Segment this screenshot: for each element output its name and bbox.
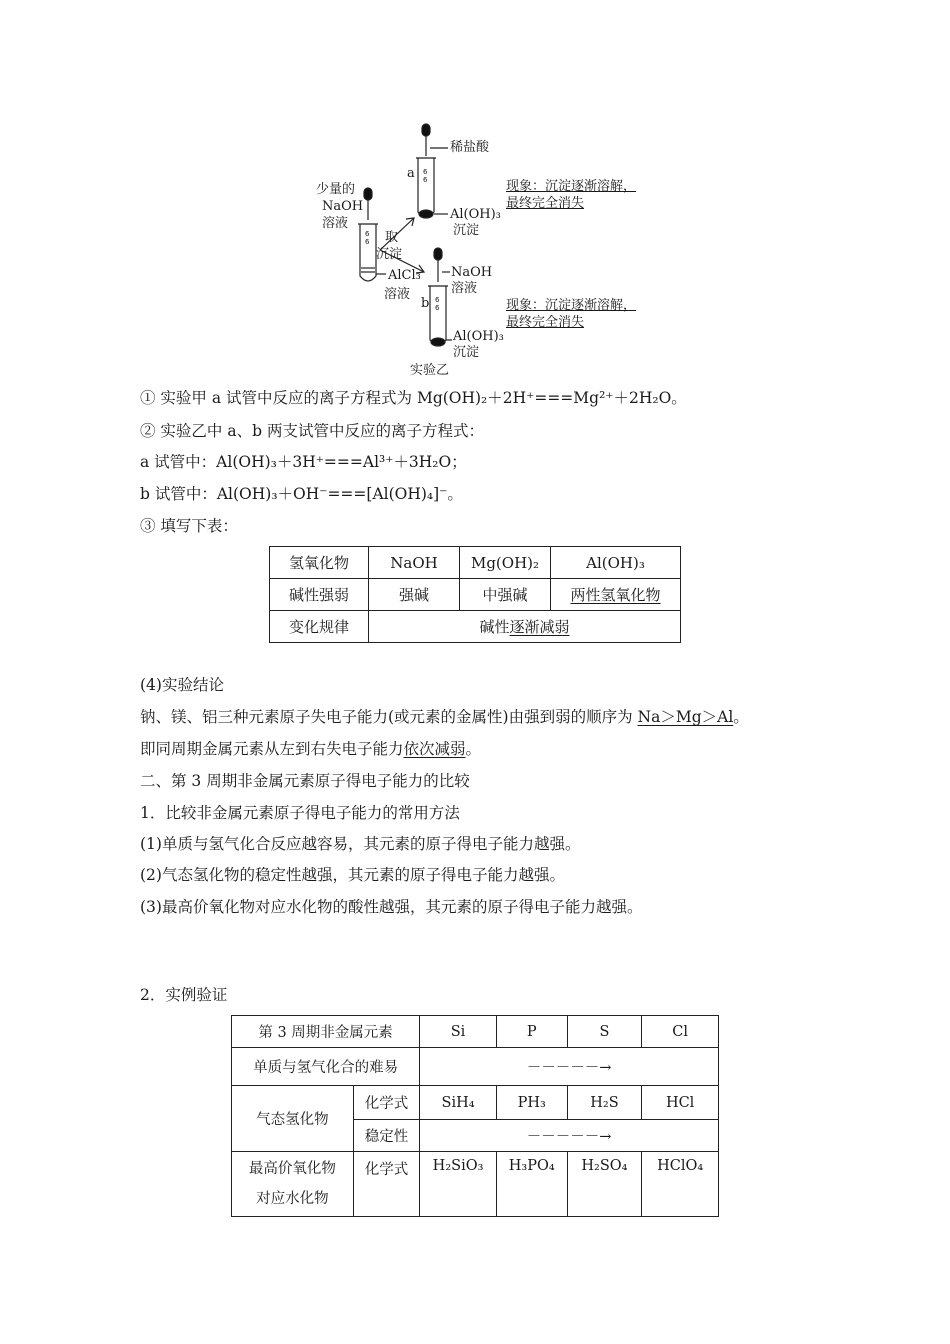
phenomenon-a-line1: 现象：沉淀逐渐溶解，	[506, 179, 637, 194]
svg-text:6: 6	[365, 230, 370, 238]
conclusion2-period: 。	[465, 740, 482, 758]
table-cell: H₃PO₄	[496, 1152, 567, 1217]
svg-text:6: 6	[435, 296, 440, 304]
oxide-label-line1: 最高价氧化物	[248, 1161, 336, 1177]
label-alcl3: AlCl₃	[388, 268, 421, 283]
table-cell: Si	[420, 1016, 497, 1048]
table-row	[270, 611, 681, 643]
table-cell: SiH₄	[420, 1086, 497, 1120]
table-cell: 化学式	[353, 1152, 419, 1217]
conclusion-period: 。	[733, 708, 749, 726]
section-conclusion: (4)实验结论	[140, 676, 224, 694]
label-tube-a: a	[407, 166, 415, 181]
table-cell: 碱性强弱	[270, 579, 369, 611]
table-row	[270, 579, 681, 611]
phenomenon-b-line1: 现象：沉淀逐渐溶解，	[506, 298, 637, 313]
table-cell: H₂SiO₃	[420, 1152, 497, 1217]
label-precipitate-a: 沉淀	[453, 223, 480, 238]
section-heading-2: 二、第 3 周期非金属元素原子得电子能力的比较	[140, 772, 470, 790]
conclusion-text: 钠、镁、铝三种元素原子失电子能力(或元素的金属性)由强到弱的顺序为	[140, 708, 638, 726]
table-cell: Al(OH)₃	[551, 547, 681, 579]
svg-text:6: 6	[423, 168, 428, 176]
label-naoh-left: NaOH	[322, 199, 364, 214]
label-take: 取	[385, 230, 399, 245]
conclusion-answer: Na＞Mg＞Al	[637, 708, 734, 726]
trend-answer: 逐渐减弱	[509, 618, 570, 636]
text-fill-table: ③ 填写下表：	[140, 517, 238, 535]
table-row	[232, 1016, 719, 1048]
table-cell-trend	[369, 611, 681, 643]
equation-experiment-a: ① 实验甲 a 试管中反应的离子方程式为 Mg(OH)₂＋2H⁺===Mg²⁺＋2H₂O。	[140, 389, 687, 407]
table-cell: 中强碱	[460, 579, 551, 611]
equation-tube-a: a 试管中：Al(OH)₃＋3H⁺===Al³⁺＋3H₂O；	[140, 453, 467, 471]
table-cell: 气态氢化物	[232, 1086, 354, 1152]
phenomenon-b-line2: 最终完全消失	[506, 315, 585, 330]
table-cell-answer: 两性氢氧化物	[551, 579, 681, 611]
trend-arrow-ease: －－－－－→	[420, 1048, 719, 1086]
label-precipitate-b: 沉淀	[453, 345, 480, 360]
trend-prefix: 碱性	[479, 618, 510, 636]
nonmetal-table	[231, 1015, 719, 1217]
label-alcl3-solution: 溶液	[384, 287, 411, 302]
table-cell: HCl	[642, 1086, 719, 1120]
table-cell: H₂S	[567, 1086, 642, 1120]
label-aloh3-b: Al(OH)₃	[453, 329, 504, 344]
conclusion2-answer: 依次减弱	[403, 740, 466, 758]
table-cell: 强碱	[369, 579, 460, 611]
hydroxide-table	[269, 546, 681, 643]
table-cell: 变化规律	[270, 611, 369, 643]
text-experiment-b-intro: ② 实验乙中 a、b 两支试管中反应的离子方程式：	[140, 422, 484, 440]
table-row	[270, 547, 681, 579]
method-1: (1)单质与氢气化合反应越容易，其元素的原子得电子能力越强。	[140, 835, 581, 853]
table-cell: S	[567, 1016, 642, 1048]
table-row	[232, 1152, 719, 1217]
table-cell: NaOH	[369, 547, 460, 579]
equation-tube-b: b 试管中：Al(OH)₃＋OH⁻===[Al(OH)₄]⁻。	[140, 485, 463, 503]
diagram-caption: 实验乙	[410, 363, 450, 378]
table-cell: 第 3 周期非金属元素	[232, 1016, 420, 1048]
conclusion-line2	[140, 739, 481, 759]
table-cell: 稳定性	[353, 1120, 419, 1152]
method-3: (3)最高价氧化物对应水化物的酸性越强，其元素的原子得电子能力越强。	[140, 898, 643, 916]
svg-text:6: 6	[365, 238, 370, 246]
table-cell-oxide	[232, 1152, 354, 1217]
svg-text:6: 6	[423, 176, 428, 184]
table-cell: Cl	[642, 1016, 719, 1048]
label-solution-left: 溶液	[322, 216, 349, 231]
label-tube-b: b	[421, 296, 430, 311]
table-cell: P	[496, 1016, 567, 1048]
table-cell: 单质与氢气化合的难易	[232, 1048, 420, 1086]
table-row	[232, 1048, 719, 1086]
table-cell: Mg(OH)₂	[460, 547, 551, 579]
label-aloh3-a: Al(OH)₃	[450, 207, 501, 222]
label-take-precipitate: 沉淀	[376, 247, 403, 262]
table-cell: 氢氧化物	[270, 547, 369, 579]
label-dilute-hcl: 稀盐酸	[450, 140, 490, 155]
subheading-examples: 2．实例验证	[140, 986, 228, 1004]
label-naoh-b: NaOH	[451, 265, 493, 280]
table-cell: 化学式	[353, 1086, 419, 1120]
conclusion-line1	[140, 707, 749, 727]
conclusion2-text: 即同周期金属元素从左到右失电子能力	[140, 740, 404, 758]
subheading-methods: 1．比较非金属元素原子得电子能力的常用方法	[140, 804, 460, 822]
label-naoh-b-solution: 溶液	[451, 281, 478, 296]
table-cell: H₂SO₄	[567, 1152, 642, 1217]
phenomenon-a-line2: 最终完全消失	[506, 196, 585, 211]
table-row	[232, 1086, 719, 1120]
method-2: (2)气态氢化物的稳定性越强，其元素的原子得电子能力越强。	[140, 866, 565, 884]
table-cell: HClO₄	[642, 1152, 719, 1217]
table-cell: PH₃	[496, 1086, 567, 1120]
trend-arrow-stability: －－－－－→	[420, 1120, 719, 1152]
experiment-diagram	[300, 120, 660, 382]
svg-text:6: 6	[435, 304, 440, 312]
oxide-label-line2: 对应水化物	[256, 1191, 329, 1207]
label-small-amount: 少量的	[316, 182, 356, 197]
